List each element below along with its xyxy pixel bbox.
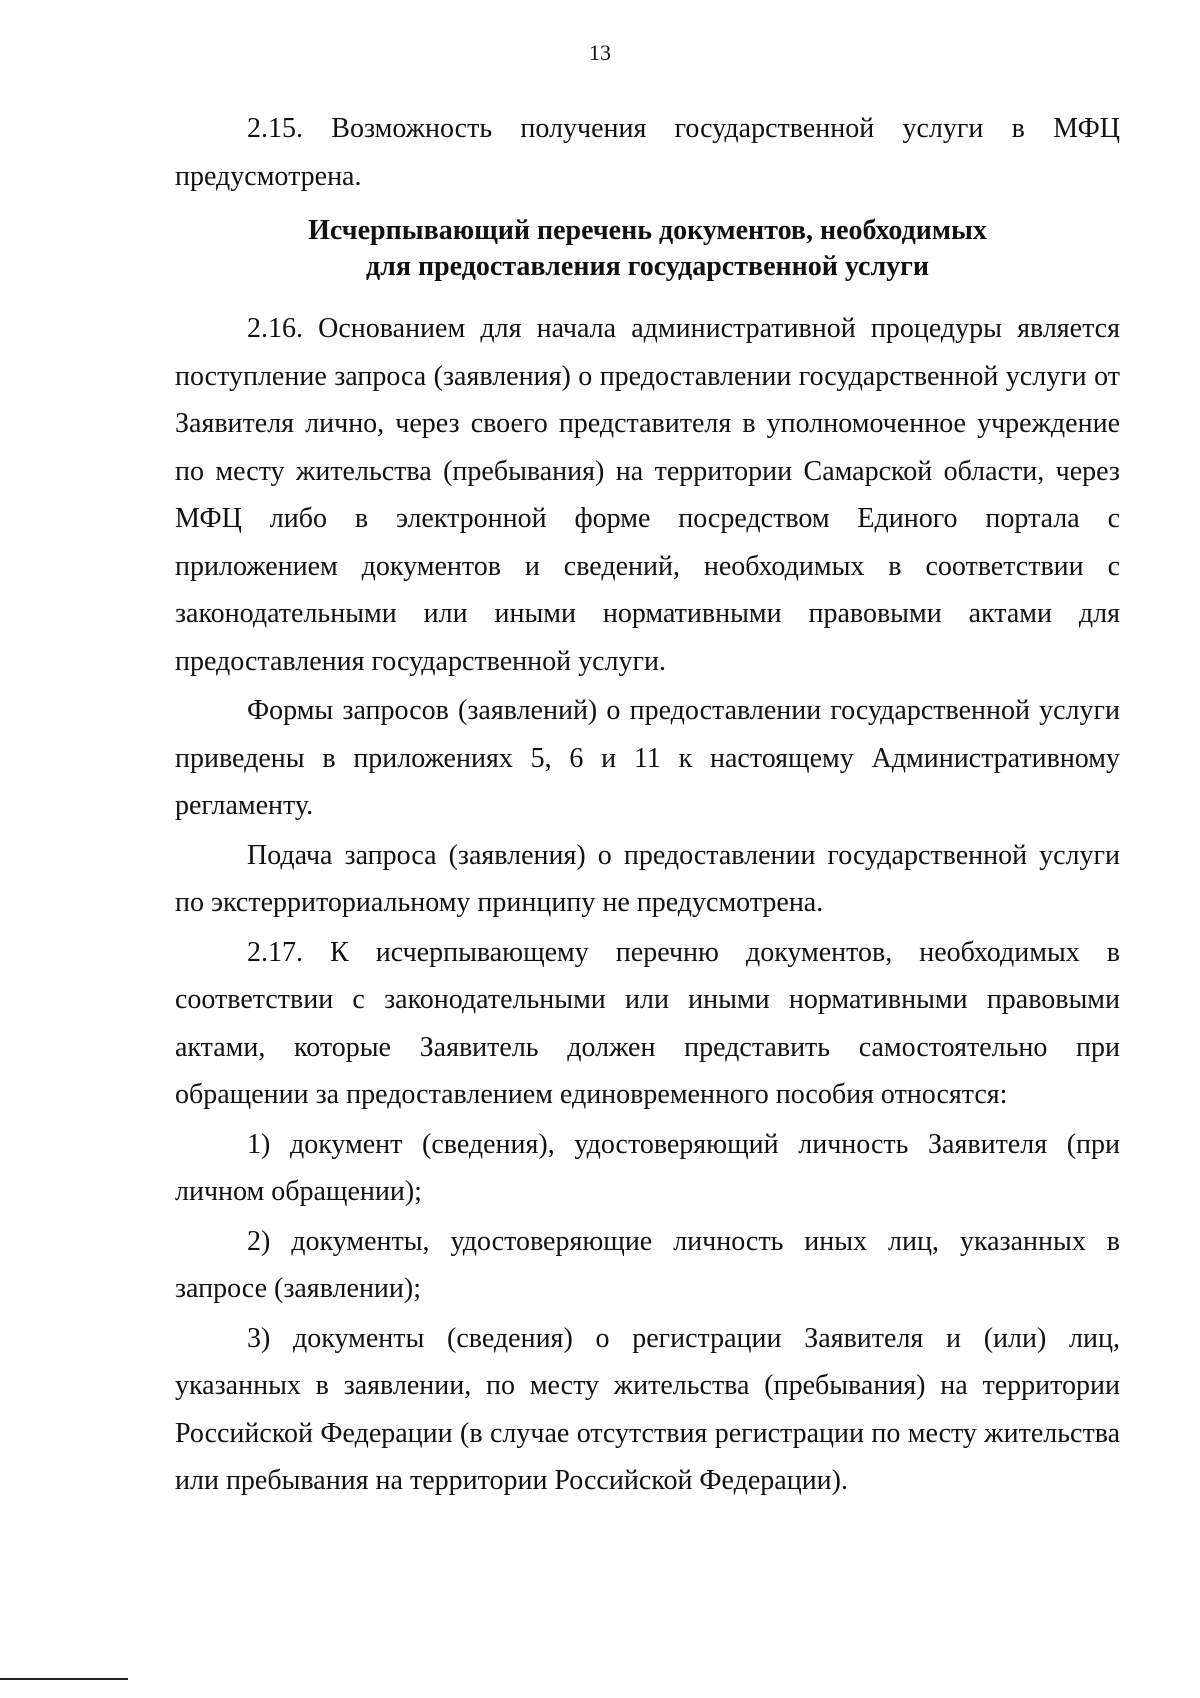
section-heading-line-1: Исчерпывающий перечень документов, необходимых (308, 215, 987, 246)
list-item-3: 3) документы (сведения) о регистрации Заявителя и (или) лиц, указанных в заявлении, по месту жительства (пребывания) на территории Российской Федерации (в случае отсутствия регистрации по месту жительства или пребывания на территории Российской Федерации). (175, 1322, 1120, 1496)
paragraph-request-forms: Формы запросов (заявлений) о предоставлении государственной услуги приведены в приложениях 5, 6 и 11 к настоящему Административному регламенту. (175, 695, 1120, 821)
footnote-divider (0, 1678, 128, 1680)
section-heading-line-2: для предоставления государственной услуги (365, 251, 930, 282)
page-number: 13 (589, 40, 611, 65)
list-item-2: 2) документы, удостоверяющие личность иных лиц, указанных в запросе (заявлении); (175, 1225, 1120, 1304)
list-item-1: 1) документ (сведения), удостоверяющий личность Заявителя (при личном обращении); (175, 1128, 1120, 1207)
document-body (175, 105, 1120, 1507)
paragraph-2-17: 2.17. К исчерпывающему перечню документов, необходимых в соответствии с законодательными или иными нормативными правовыми актами, которые Заявитель должен представить самостоятельно при обращении за предоставлением единовременного пособия относятся: (175, 936, 1120, 1110)
section-heading (175, 213, 1120, 285)
paragraph-2-16: 2.16. Основанием для начала административной процедуры является поступление запроса (заявления) о предоставлении государственной услуги от Заявителя лично, через своего представителя в уполномоченное учреждение по месту жительства (пребывания) на территории Самарской области, через МФЦ либо в электронной форме посредством Единого портала с приложением документов и сведений, необходимых в соответствии с законодательными или иными нормативными правовыми актами для предоставления государственной услуги. (175, 313, 1120, 677)
paragraph-extraterritorial: Подача запроса (заявления) о предоставлении государственной услуги по экстерриториальному принципу не предусмотрена. (175, 839, 1120, 918)
paragraph-2-15: 2.15. Возможность получения государственной услуги в МФЦ предусмотрена. (175, 113, 1120, 192)
